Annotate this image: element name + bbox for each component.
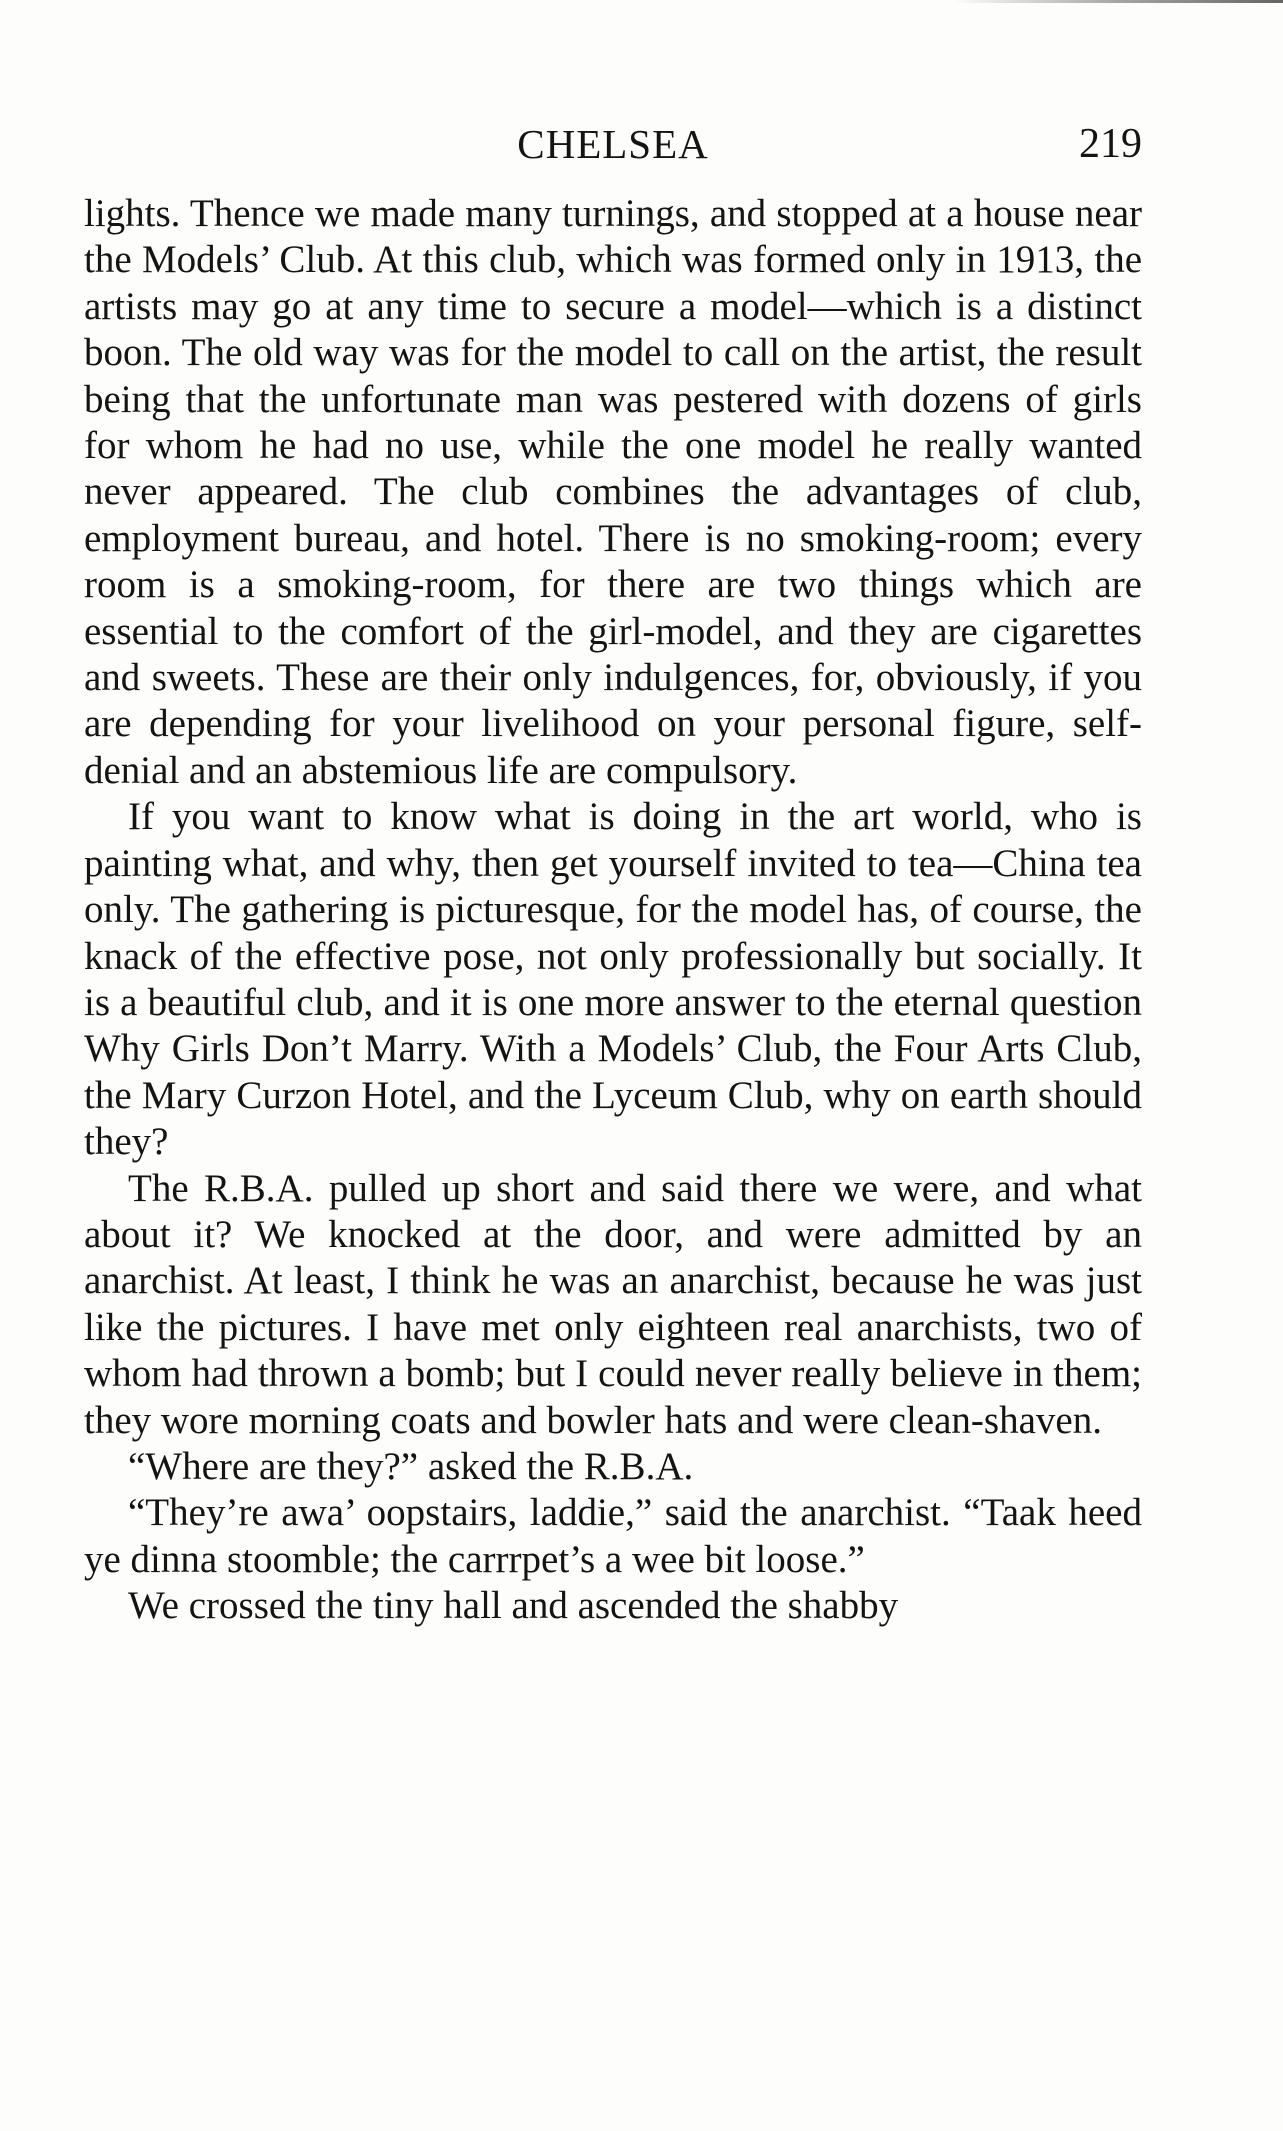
paragraph-dialogue: “Where are they?” asked the R.B.A.: [128, 1444, 694, 1488]
running-header: [84, 114, 1142, 174]
running-title: CHELSEA: [517, 121, 709, 167]
page-number: 219: [1079, 121, 1142, 167]
paragraph: The R.B.A. pulled up short and said there we were, and what about it? We knocked at the door, and were admitted by an anarchist. At least, I think he was an anarchist, because he was just like the pictures. I have met only eighteen real anarchists, two of whom had thrown a bomb; but I could never really believe in them; they wore morning coats and bowler hats and were clean-shaven.: [84, 1166, 1142, 1442]
paragraph: We crossed the tiny hall and ascended the shabby: [128, 1584, 899, 1628]
paragraph-continued: lights. Thence we made many turnings, and stopped at a house near the Models’ Club. At this club, which was formed only in 1913, the artists may go at any time to secure a model—which is a distinct boon. The old way was for the model to call on the artist, the result being that the unfortunate man was pestered with dozens of girls for whom he had no use, while the one model he really wanted never appeared. The club combines the advantages of club, employment bureau, and hotel. There is no smoking-room; every room is a smoking-room, for there are two things which are essential to the comfort of the girl-model, and they are cigarettes and sweets. These are their only indulgences, for, obviously, if you are depending for your livelihood on your personal figure, self-denial and an abstemious life are compulsory.: [84, 192, 1142, 792]
paragraph: If you want to know what is doing in the art world, who is painting what, and why, then get yourself invited to tea—China tea only. The gathering is picturesque, for the model has, of course, the knack of the effective pose, not only professionally but socially. It is a beautiful club, and it is one more answer to the eternal question Why Girls Don’t Marry. With a Models’ Club, the Four Arts Club, the Mary Curzon Hotel, and the Lyceum Club, why on earth should they?: [84, 795, 1142, 1164]
body-text: [84, 191, 1142, 1630]
scan-edge-mark: [953, 0, 1283, 3]
paragraph-dialogue: “They’re awa’ oopstairs, laddie,” said the anarchist. “Taak heed ye dinna stoomble; the carrrpet’s a wee bit loose.”: [84, 1491, 1142, 1581]
